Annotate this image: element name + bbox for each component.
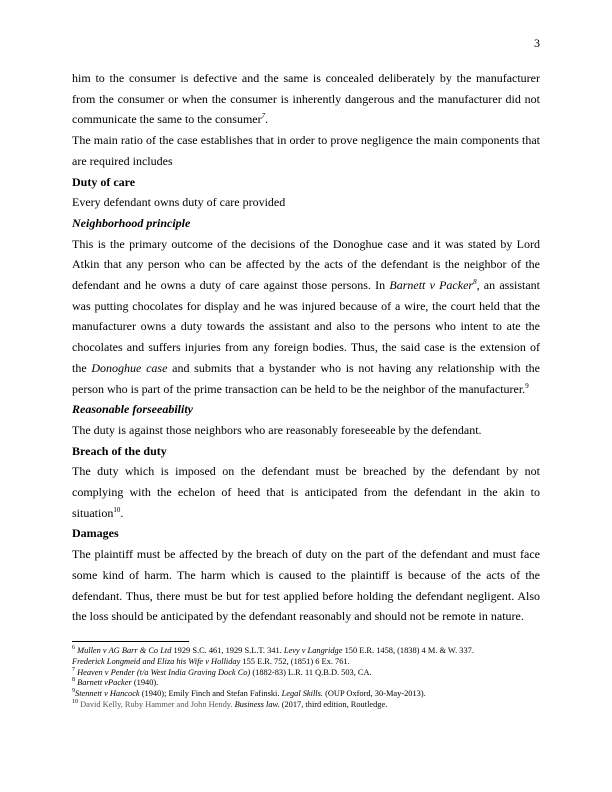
paragraph-text: This is the primary outcome of the decisions of the Donoghue case and it was stated by Lord Atkin that any person who can be affected by the acts of the defendant is the neighbor of the defendant and he owns a duty of care against those persons. In xyxy=(72,236,540,293)
case-name: Levy v Langridge xyxy=(283,646,343,655)
footnote-separator xyxy=(72,641,189,642)
document-body xyxy=(72,68,540,627)
footnote-number: 8 xyxy=(72,677,75,684)
paragraph-breach xyxy=(72,461,540,523)
citation: (OUP Oxford, 30-May-2013). xyxy=(322,689,426,699)
paragraph-damages: The plaintiff must be affected by the breach of duty on the part of the defendant and must face some kind of harm. The harm which is caused to the plaintiff is because of the acts of the defendant. Thus, there must be but for test applied before holding the defendant negligent. Also the loss should be anticipated by the defendant reasonably and should not be remote in nature. xyxy=(72,547,540,624)
paragraph-neighborhood xyxy=(72,234,540,400)
citation: (1882-83) L.R. 11 Q.B.D. 503, CA. xyxy=(250,667,372,677)
footnote-10 xyxy=(72,700,540,711)
page-number: 3 xyxy=(534,36,540,50)
footnote-number: 9 xyxy=(72,688,75,695)
paragraph-text: . xyxy=(120,505,124,520)
case-name: Barnett vPacker xyxy=(77,678,132,688)
heading-duty-of-care: Duty of care xyxy=(72,174,136,189)
footnote-number: 10 xyxy=(72,699,78,706)
footnote-6-continued xyxy=(72,657,540,668)
citation: 155 E.R. 752, (1851) 6 Ex. 761. xyxy=(240,656,350,666)
footnote-ref[interactable]: 7 xyxy=(261,112,266,121)
footnote-ref[interactable]: 10 xyxy=(113,505,121,514)
heading-breach-of-duty: Breach of the duty xyxy=(72,443,167,458)
paragraph-text: him to the consumer is defective and the same is concealed deliberately by the manufacturer from the consumer or when the consumer is inherently dangerous and the manufacturer did not communicate the same to the consumer xyxy=(72,71,540,127)
footnote-number: 7 xyxy=(72,666,75,673)
footnote-number: 6 xyxy=(72,645,75,652)
footnote-9 xyxy=(72,689,540,700)
citation: 1929 S.C. 461, 1929 S.L.T. 341. xyxy=(171,646,284,655)
case-name: Heaven v Pender (t/a West India Graving Dock Co) xyxy=(77,667,251,677)
case-name: Frederick Longmeid and Eliza his Wife v Holliday xyxy=(72,656,241,666)
paragraph-forseeability: The duty is against those neighbors who are reasonably foreseeable by the defendant. xyxy=(72,422,482,437)
paragraph-text: The duty which is imposed on the defendant must be breached by the defendant by not complying with the echelon of heed that is anticipated from the defendant in the akin to situation xyxy=(72,464,540,520)
footnote-6 xyxy=(72,646,540,657)
book-title: Legal Skills. xyxy=(281,689,323,699)
case-name: Mullen v AG Barr & Co Ltd xyxy=(77,646,172,655)
footnote-8 xyxy=(72,678,540,689)
paragraph-text: . xyxy=(265,112,269,127)
paragraph-text: , an assistant was putting chocolates for display and he was injured because of a wire, the court held that the manufacturer owns a duty towards the assistant and also to the persons who intent to ate the chocolates and suffers injuries from any foreign bodies. Thus, the said case is the extension of the xyxy=(72,278,540,375)
citation: (1940). xyxy=(131,678,159,688)
footnote-7 xyxy=(72,668,540,679)
citation-authors: David Kelly, Ruby Hammer and John Hendy. xyxy=(78,699,235,709)
footnote-ref[interactable]: 8 xyxy=(473,278,477,287)
case-name: Stennett v Hancock xyxy=(75,689,140,699)
heading-neighborhood-principle: Neighborhood principle xyxy=(72,215,191,230)
citation: (1940); Emily Finch and Stefan Fafinski. xyxy=(139,689,282,699)
footnote-ref[interactable]: 9 xyxy=(525,381,529,390)
case-name: Barnett v Packer xyxy=(389,278,474,293)
paragraph-text: and submits that a bystander who is not having any relationship with the person who is part of the prime transaction can be held to be the neighbor of the manufacturer. xyxy=(72,360,540,396)
paragraph-defect xyxy=(72,68,540,130)
paragraph-ratio: The main ratio of the case establishes that in order to prove negligence the main components that are required includes xyxy=(72,133,540,168)
heading-damages: Damages xyxy=(72,526,119,541)
heading-reasonable-forseeability: Reasonable forseeability xyxy=(72,402,193,417)
citation: (2017, third edition, Routledge. xyxy=(279,699,388,709)
footnotes xyxy=(72,646,540,711)
citation: 150 E.R. 1458, (1838) 4 M. & W. 337. xyxy=(342,646,474,655)
book-title: Business law. xyxy=(234,699,280,709)
case-name: Donoghue case xyxy=(91,360,168,375)
paragraph-duty: Every defendant owns duty of care provided xyxy=(72,195,286,210)
